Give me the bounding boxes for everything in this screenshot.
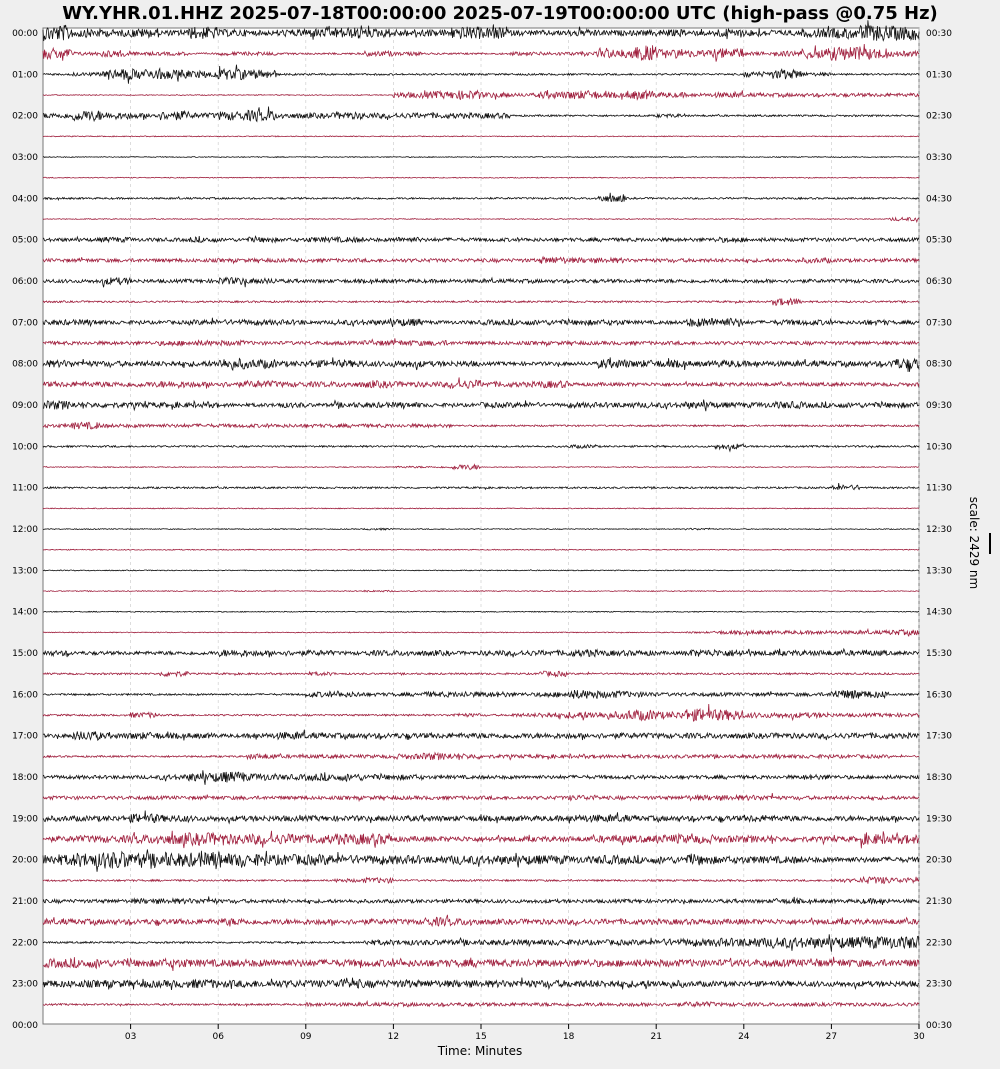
x-tick-label: 24 — [738, 1032, 750, 1042]
right-time-label: 06:30 — [926, 276, 952, 287]
left-time-label: 17:00 — [12, 731, 38, 742]
right-time-label: 13:30 — [926, 566, 952, 577]
left-time-label: 13:00 — [12, 566, 38, 577]
x-tick-label: 03 — [124, 1032, 137, 1042]
left-time-label: 00:00 — [12, 1020, 38, 1031]
left-time-label: 07:00 — [12, 318, 38, 329]
right-time-label: 07:30 — [926, 318, 952, 329]
right-time-label: 12:30 — [926, 524, 952, 535]
left-time-label: 09:00 — [12, 400, 38, 411]
left-time-label: 02:00 — [12, 111, 38, 122]
left-time-label: 08:00 — [12, 359, 38, 370]
left-time-label: 19:00 — [12, 814, 38, 825]
left-time-label: 04:00 — [12, 194, 38, 205]
x-tick-label: 30 — [913, 1032, 925, 1042]
right-time-label: 21:30 — [926, 896, 952, 907]
left-time-label: 01:00 — [12, 70, 38, 81]
right-time-label: 18:30 — [926, 772, 952, 783]
left-time-label: 10:00 — [12, 442, 38, 453]
left-time-label: 18:00 — [12, 772, 38, 783]
left-time-label: 14:00 — [12, 607, 38, 618]
x-tick-label: 09 — [300, 1032, 312, 1042]
x-axis-ticks — [125, 1024, 925, 1042]
right-time-label: 00:30 — [926, 1020, 952, 1031]
left-time-label: 20:00 — [12, 855, 38, 866]
right-time-label: 10:30 — [926, 442, 952, 453]
x-axis-label: Time: Minutes — [437, 1044, 523, 1058]
right-time-label: 15:30 — [926, 648, 952, 659]
right-time-label: 20:30 — [926, 855, 952, 866]
right-time-label: 03:30 — [926, 152, 952, 163]
right-time-label: 01:30 — [926, 70, 952, 81]
left-time-label: 21:00 — [12, 896, 38, 907]
right-time-label: 04:30 — [926, 194, 952, 205]
right-time-label: 16:30 — [926, 690, 952, 701]
right-time-label: 22:30 — [926, 938, 952, 949]
right-time-label: 05:30 — [926, 235, 952, 246]
x-tick-label: 12 — [387, 1032, 400, 1042]
left-time-labels — [12, 29, 38, 1031]
chart-title: WY.YHR.01.HHZ 2025-07-18T00:00:00 2025-07-19T00:00:00 UTC (high-pass @0.75 Hz) — [62, 3, 938, 24]
left-time-label: 11:00 — [12, 483, 38, 494]
right-time-label: 08:30 — [926, 359, 952, 370]
right-time-label: 11:30 — [926, 483, 952, 494]
left-time-label: 06:00 — [12, 276, 38, 287]
x-tick-label: 21 — [650, 1032, 662, 1042]
left-time-label: 05:00 — [12, 235, 38, 246]
left-time-label: 15:00 — [12, 648, 38, 659]
x-tick-label: 27 — [825, 1032, 838, 1042]
right-time-label: 02:30 — [926, 111, 952, 122]
left-time-label: 23:00 — [12, 979, 38, 990]
right-time-label: 19:30 — [926, 814, 952, 825]
right-time-label: 09:30 — [926, 400, 952, 411]
scale-label: scale: 2429 nm — [967, 496, 981, 590]
x-tick-label: 06 — [212, 1032, 224, 1042]
right-time-label: 17:30 — [926, 731, 952, 742]
right-time-labels — [926, 29, 952, 1031]
left-time-label: 03:00 — [12, 152, 38, 163]
right-time-label: 14:30 — [926, 607, 952, 618]
right-time-label: 23:30 — [926, 979, 952, 990]
x-tick-label: 15 — [475, 1032, 487, 1042]
right-time-label: 00:30 — [926, 29, 952, 39]
left-time-label: 00:00 — [12, 29, 38, 39]
x-tick-label: 18 — [562, 1032, 575, 1042]
left-time-label: 22:00 — [12, 938, 38, 949]
left-time-label: 16:00 — [12, 690, 38, 701]
left-time-label: 12:00 — [12, 524, 38, 535]
